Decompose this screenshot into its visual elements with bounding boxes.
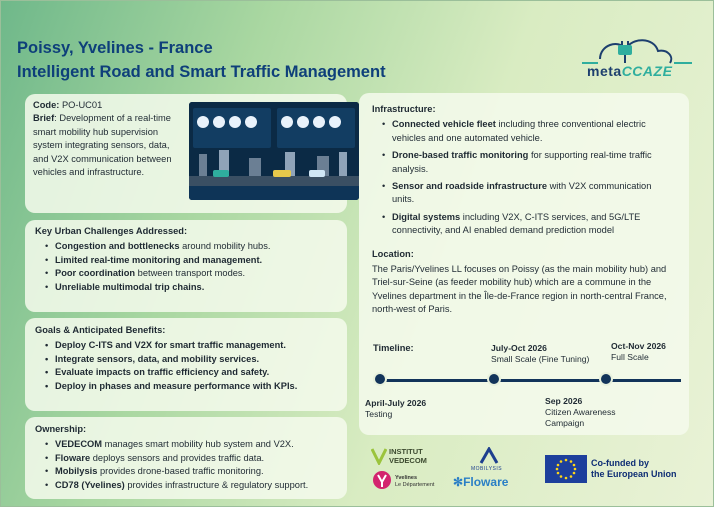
ownership-box — [25, 417, 347, 499]
item-bold: Congestion and bottlenecks — [55, 241, 180, 252]
goals-list — [35, 339, 337, 393]
list-item — [45, 240, 337, 253]
milestone-sep — [545, 396, 635, 429]
milestone-july-oct — [491, 343, 589, 365]
infrastructure-heading: Infrastructure: — [372, 104, 436, 114]
timeline-line — [381, 379, 681, 382]
code-label: Code: — [33, 100, 60, 110]
challenges-heading: Key Urban Challenges Addressed: — [35, 226, 188, 236]
logo-text-b: CCAZE — [621, 63, 673, 79]
list-item — [45, 465, 337, 478]
item-bold: VEDECOM — [55, 439, 103, 450]
challenges-box — [25, 220, 347, 312]
list-item — [382, 180, 676, 207]
floware-icon: ✻ — [453, 475, 464, 489]
ownership-heading: Ownership: — [35, 424, 87, 434]
list-item — [382, 118, 676, 145]
mobilysis-icon — [479, 447, 499, 465]
item-bold: Limited real-time monitoring and management. — [55, 254, 263, 265]
list-item — [45, 281, 337, 294]
yvelines-line1: Yvelines — [395, 475, 418, 481]
ownership-list — [35, 438, 337, 492]
item-bold: CD78 (Yvelines) — [55, 479, 125, 490]
goals-heading: Goals & Anticipated Benefits: — [35, 325, 166, 335]
list-item — [45, 479, 337, 492]
list-item — [45, 254, 337, 267]
item-rest: for supporting real-time traffic analysis. — [392, 150, 652, 174]
item-rest: with V2X communication units. — [392, 181, 652, 205]
milestone-phase: Small Scale (Fine Tuning) — [491, 354, 590, 364]
eu-cofunded-text — [591, 458, 677, 480]
timeline-dot — [487, 372, 501, 386]
vedecom-logo — [389, 448, 427, 465]
timeline-dot — [373, 372, 387, 386]
location-text: The Paris/Yvelines LL focuses on Poissy (as the main mobility hub) and Triel-sur-Seine (as feeder mobility hub) which are a commune in the Yvelines department in the Île-de-France region in north-central France, north-west of Paris. — [372, 264, 667, 315]
page-subtitle: Intelligent Road and Smart Traffic Management — [17, 63, 386, 81]
partner-logos — [369, 445, 689, 497]
item-rest: including three conventional electric vehicles and one automated vehicle. — [392, 119, 646, 143]
timeline-dot — [599, 372, 613, 386]
mobilysis-logo: MOBILYSIS — [471, 466, 503, 472]
infrastructure-list — [372, 118, 676, 237]
milestone-date: July-Oct 2026 — [491, 343, 547, 353]
eu-line1: Co-funded by — [591, 458, 649, 468]
code-value: PO-UC01 — [61, 100, 103, 110]
infrastructure-location-box — [359, 93, 689, 435]
eu-flag-icon — [545, 455, 587, 483]
milestone-phase: Full Scale — [611, 352, 649, 362]
brief-text: : Development of a real-time smart mobility hub supervision system integrating sensors, data, and V2X communication between vehicles and infrastructure. — [33, 113, 172, 178]
item-rest: provides drone-based traffic monitoring. — [97, 466, 264, 477]
logo-text-a: meta — [587, 63, 622, 79]
item-rest: between transport modes. — [135, 268, 246, 279]
timeline-label: Timeline: — [373, 343, 414, 353]
item-bold: Floware — [55, 452, 91, 463]
goals-box — [25, 318, 347, 411]
yvelines-icon — [373, 469, 391, 491]
milestone-date: April-July 2026 — [365, 398, 427, 408]
list-item: • Evaluate impacts on traffic efficiency and safety. — [45, 366, 337, 379]
mobility-hub-illustration — [189, 102, 359, 200]
item-bold: Poor coordination — [55, 268, 136, 279]
vedecom-v-icon — [371, 447, 387, 465]
item-bold: Digital systems — [392, 211, 461, 222]
floware-logo — [453, 475, 508, 489]
brief-label: Brief — [33, 113, 55, 124]
list-item: • Deploy in phases and measure performance with KPIs. — [45, 380, 337, 393]
item-rest: around mobility hubs. — [179, 241, 271, 252]
item-bold: Drone-based traffic monitoring — [392, 150, 529, 161]
floware-text: Floware — [463, 475, 509, 489]
item-bold: Sensor and roadside infrastructure — [392, 181, 547, 192]
location-heading: Location: — [372, 248, 414, 259]
eu-line2: the European Union — [591, 469, 677, 479]
list-item — [45, 438, 337, 451]
milestone-date: Oct-Nov 2026 — [611, 341, 666, 351]
milestone-phase: Testing — [365, 409, 393, 419]
milestone-date: Sep 2026 — [545, 396, 583, 406]
item-bold: Unreliable multimodal trip chains. — [55, 281, 205, 292]
metaccaze-logo-text — [587, 63, 672, 79]
list-item — [382, 211, 676, 238]
milestone-oct-nov — [611, 341, 666, 363]
item-rest: including V2X, C-ITS services, and 5G/LTE connectivity, and AI enabled demand prediction model — [392, 211, 641, 236]
item-rest: deploys sensors and provides traffic data. — [90, 452, 265, 463]
yvelines-logo — [395, 475, 434, 488]
code-brief-box — [25, 94, 347, 213]
list-item: • Integrate sensors, data, and mobility services. — [45, 353, 337, 366]
list-item — [45, 452, 337, 465]
list-item: • Deploy C-ITS and V2X for smart traffic management. — [45, 339, 337, 352]
vedecom-line2: VEDECOM — [389, 455, 427, 465]
list-item — [382, 149, 676, 176]
item-rest: provides infrastructure & regulatory support. — [124, 479, 309, 490]
page-title: Poissy, Yvelines - France — [17, 39, 213, 57]
yvelines-line2: Le Département — [395, 481, 435, 488]
vedecom-line1: INSTITUT — [389, 447, 423, 456]
challenges-list — [35, 240, 337, 294]
milestone-phase: Citizen Awareness Campaign — [545, 407, 616, 428]
item-rest: manages smart mobility hub system and V2X. — [102, 439, 294, 450]
milestone-april-july — [365, 398, 426, 420]
item-bold: Mobilysis — [55, 466, 98, 477]
list-item — [45, 267, 337, 280]
item-bold: Connected vehicle fleet — [392, 119, 496, 130]
